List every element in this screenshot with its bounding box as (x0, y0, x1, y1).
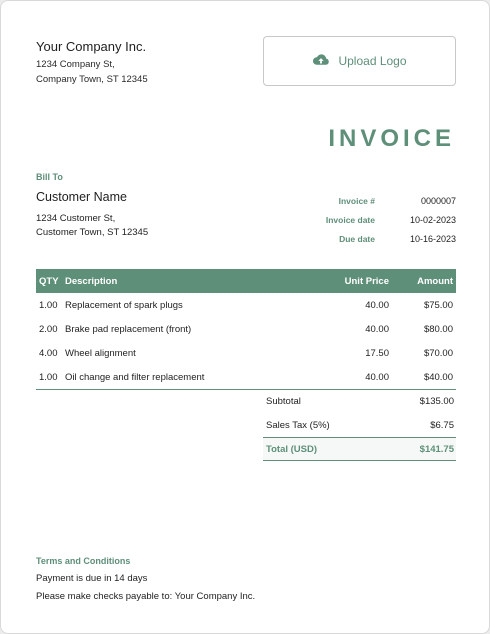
item-unit-price: 40.00 (365, 371, 389, 383)
item-amount: $40.00 (423, 371, 453, 383)
subtotal-row (263, 389, 456, 413)
bill-to-label: Bill To (36, 172, 63, 182)
table-row (36, 317, 456, 341)
customer-address-line2: Customer Town, ST 12345 (36, 227, 149, 238)
invoice-date-label: Invoice date (325, 214, 375, 225)
subtotal-label: Subtotal (266, 395, 301, 407)
customer-name: Customer Name (36, 190, 127, 204)
company-name: Your Company Inc. (36, 39, 147, 54)
item-amount: $80.00 (423, 323, 453, 335)
item-amount: $75.00 (423, 299, 453, 311)
total-label: Total (USD) (266, 443, 318, 455)
invoice-number-value: 0000007 (420, 195, 456, 206)
upload-logo-label: Upload Logo (338, 54, 407, 68)
table-row (36, 293, 456, 317)
company-info (36, 39, 148, 85)
item-description: Wheel alignment (65, 347, 136, 359)
invoice-date-row (291, 210, 456, 229)
upload-logo-button[interactable] (263, 36, 456, 86)
sales-tax-row (263, 413, 456, 437)
unit-price-header: Unit Price (344, 275, 389, 287)
item-description: Oil change and filter replacement (65, 371, 205, 383)
total-value: $141.75 (419, 443, 454, 455)
invoice-title: INVOICE (328, 125, 455, 152)
due-date-label: Due date (339, 233, 375, 244)
sales-tax-label: Sales Tax (5%) (266, 419, 330, 431)
item-qty: 1.00 (39, 371, 58, 383)
terms-section (36, 556, 255, 602)
item-unit-price: 17.50 (365, 347, 389, 359)
cloud-upload-icon (312, 53, 330, 70)
description-header: Description (65, 275, 118, 287)
terms-line-1: Payment is due in 14 days (36, 573, 148, 584)
invoice-number-row (291, 191, 456, 210)
due-date-value: 10-16-2023 (409, 233, 456, 244)
due-date-row (291, 229, 456, 248)
terms-label: Terms and Conditions (36, 556, 131, 566)
item-unit-price: 40.00 (365, 299, 389, 311)
item-qty: 2.00 (39, 323, 58, 335)
invoice-date-value: 10-02-2023 (409, 214, 456, 225)
customer-address-line1: 1234 Customer St, (36, 213, 116, 224)
line-items-table (36, 269, 456, 390)
item-qty: 1.00 (39, 299, 58, 311)
table-row (36, 341, 456, 365)
company-address-line2: Company Town, ST 12345 (36, 74, 148, 85)
totals-block (263, 389, 456, 461)
subtotal-value: $135.00 (419, 395, 454, 407)
item-amount: $70.00 (423, 347, 453, 359)
item-description: Brake pad replacement (front) (65, 323, 192, 335)
company-address-line1: 1234 Company St, (36, 59, 115, 70)
terms-line-2: Please make checks payable to: Your Company Inc. (36, 591, 256, 602)
item-description: Replacement of spark plugs (65, 299, 183, 311)
table-row (36, 365, 456, 389)
amount-header: Amount (417, 275, 453, 287)
sales-tax-value: $6.75 (430, 419, 454, 431)
total-row (263, 437, 456, 461)
invoice-number-label: Invoice # (338, 195, 375, 206)
table-header (36, 269, 456, 293)
invoice-meta (291, 191, 456, 248)
item-qty: 4.00 (39, 347, 58, 359)
qty-header: QTY (39, 275, 59, 287)
item-unit-price: 40.00 (365, 323, 389, 335)
